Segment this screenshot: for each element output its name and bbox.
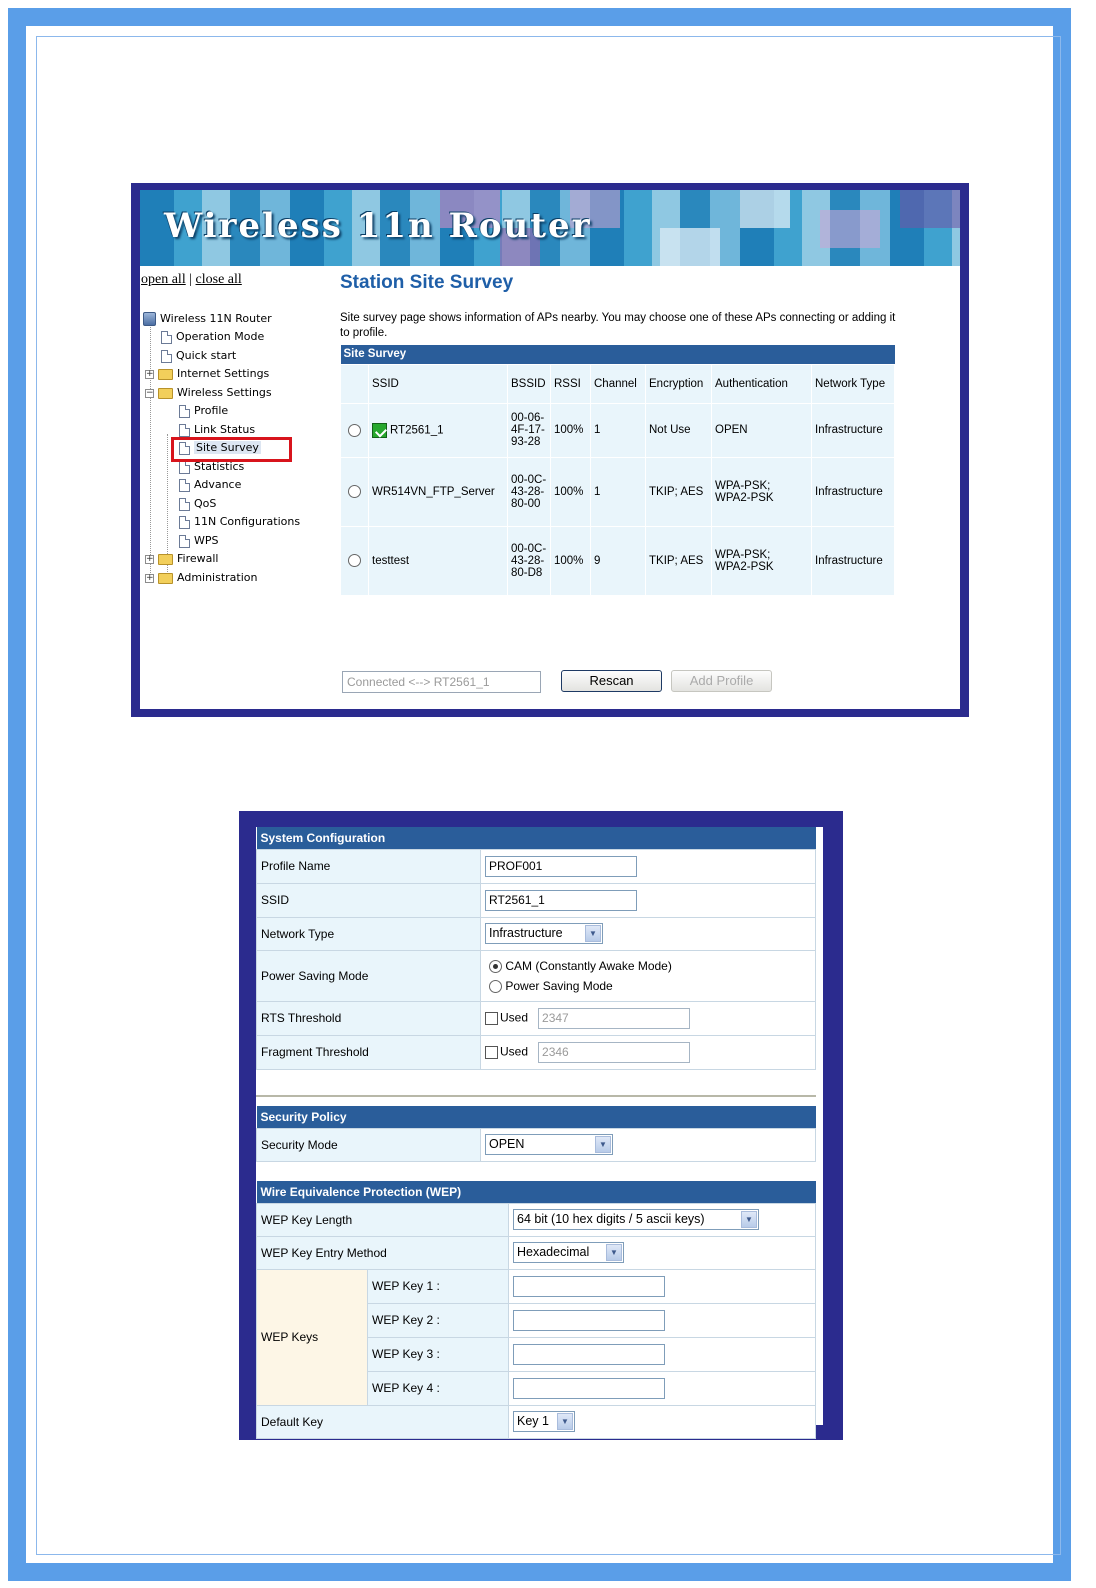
navigation-panel [140, 266, 330, 706]
column-header-bssid: BSSID [508, 364, 551, 403]
default-key-label: Default Key [257, 1405, 509, 1438]
wep-table [256, 1181, 816, 1439]
chevron-down-icon: ▼ [595, 1136, 611, 1153]
column-header-encryption: Encryption [646, 364, 712, 403]
folder-open-icon [158, 388, 173, 399]
select-ap-radio[interactable] [348, 424, 361, 437]
expand-plus-icon[interactable]: + [146, 572, 154, 583]
wep-key-entry-method-select[interactable]: Hexadecimal ▼ [513, 1242, 624, 1263]
site-survey-table [340, 345, 895, 596]
wep-keys-label: WEP Keys [257, 1269, 368, 1405]
table-row[interactable]: testtest 00-0C-43-28-80-D8 100% 9 TKIP; AES WPA-PSK; WPA2-PSK Infrastructure [341, 526, 895, 595]
tree-item-profile[interactable]: Profile [179, 402, 228, 420]
system-configuration-caption: System Configuration [257, 827, 816, 849]
security-mode-label: Security Mode [257, 1128, 481, 1161]
page-icon [179, 535, 190, 548]
expand-plus-icon[interactable]: + [146, 368, 154, 379]
page-icon [179, 424, 190, 437]
power-saving-mode-label: Power Saving Mode [257, 950, 481, 1001]
rescan-button[interactable]: Rescan [561, 670, 662, 692]
system-configuration-table: System Configuration Profile Name PROF001 SSID RT2561_1 Network Type Infrastructure ▼ Power Saving Mode CAM (Constantly Awake Mode) Power Saving Mode RTS Threshold Used 2347 Fragment Threshold Used 2346 [256, 827, 816, 1070]
close-all-link[interactable]: close all [195, 272, 242, 287]
connection-status-field: Connected <--> RT2561_1 [342, 671, 541, 693]
wep-caption: Wire Equivalence Protection (WEP) [257, 1181, 816, 1203]
site-survey-screenshot [131, 183, 969, 717]
page-icon [179, 479, 190, 492]
power-option-cam[interactable]: CAM (Constantly Awake Mode) [489, 956, 811, 976]
tree-item-internet-settings[interactable]: + Internet Settings [146, 367, 270, 380]
rts-used-checkbox[interactable] [485, 1012, 498, 1025]
expand-plus-icon[interactable]: + [146, 553, 154, 564]
wep-key-1-input[interactable] [513, 1276, 665, 1297]
table-header-row [341, 364, 895, 403]
collapse-minus-icon[interactable]: − [146, 387, 154, 398]
chevron-down-icon: ▼ [741, 1211, 757, 1228]
column-header-channel: Channel [591, 364, 646, 403]
profile-name-input[interactable]: PROF001 [485, 856, 637, 877]
tree-item-root[interactable]: Wireless 11N Router [143, 310, 272, 328]
tree-item-advance[interactable]: Advance [179, 476, 241, 494]
wep-key-length-select[interactable]: 64 bit (10 hex digits / 5 ascii keys) ▼ [513, 1209, 759, 1230]
column-header-network-type: Network Type [812, 364, 895, 403]
add-profile-button[interactable]: Add Profile [671, 670, 772, 692]
nav-link-separator: | [189, 272, 193, 287]
tree-item-operation-mode[interactable]: Operation Mode [161, 328, 264, 346]
power-option-psm[interactable]: Power Saving Mode [489, 976, 811, 996]
table-row[interactable]: RT2561_1 00-06-4F-17-93-28 100% 1 Not Use OPEN Infrastructure [341, 403, 895, 457]
page-icon [179, 461, 190, 474]
default-key-select[interactable]: Key 1 ▼ [513, 1411, 575, 1432]
page-icon [179, 498, 190, 511]
column-header-rssi: RSSI [551, 364, 591, 403]
network-type-label: Network Type [257, 917, 481, 950]
wep-key-4-label: WEP Key 4 : [368, 1371, 509, 1405]
cam-radio[interactable] [489, 960, 502, 973]
rts-threshold-input[interactable]: 2347 [538, 1008, 690, 1029]
column-header-authentication: Authentication [712, 364, 812, 403]
page-title: Station Site Survey [340, 272, 514, 293]
router-banner [140, 190, 960, 266]
wep-key-3-input[interactable] [513, 1344, 665, 1365]
select-ap-radio[interactable] [348, 485, 361, 498]
banner-title: Wireless 11n Router [164, 206, 592, 246]
tree-item-firewall[interactable]: + Firewall [146, 552, 219, 565]
nav-expand-links [141, 272, 242, 288]
wep-key-entry-method-label: WEP Key Entry Method [257, 1236, 509, 1269]
section-divider [256, 1095, 816, 1097]
page-description: Site survey page shows information of APs nearby. You may choose one of these APs connecting or adding it to profile. [340, 312, 896, 339]
table-caption: Site Survey [341, 345, 895, 364]
security-mode-select[interactable]: OPEN ▼ [485, 1134, 613, 1155]
security-policy-caption: Security Policy [257, 1106, 816, 1128]
wep-key-2-input[interactable] [513, 1310, 665, 1331]
chevron-down-icon: ▼ [606, 1244, 622, 1261]
tree-item-site-survey[interactable]: Site Survey [179, 439, 261, 457]
fragment-used-checkbox[interactable] [485, 1046, 498, 1059]
folder-icon [158, 369, 173, 380]
table-row[interactable]: WR514VN_FTP_Server 00-0C-43-28-80-00 100% 1 TKIP; AES WPA-PSK; WPA2-PSK Infrastructure [341, 457, 895, 526]
profile-name-label: Profile Name [257, 849, 481, 883]
chevron-down-icon: ▼ [557, 1413, 573, 1430]
wep-key-1-label: WEP Key 1 : [368, 1269, 509, 1303]
tree-item-qos[interactable]: QoS [179, 495, 216, 513]
open-all-link[interactable]: open all [141, 272, 186, 287]
wep-key-length-label: WEP Key Length [257, 1203, 509, 1236]
fragment-threshold-label: Fragment Threshold [257, 1035, 481, 1069]
psm-radio[interactable] [489, 980, 502, 993]
tree-item-wps[interactable]: WPS [179, 532, 219, 550]
wep-key-2-label: WEP Key 2 : [368, 1303, 509, 1337]
site-survey-actions [340, 668, 900, 694]
ssid-label: SSID [257, 883, 481, 917]
wep-key-3-label: WEP Key 3 : [368, 1337, 509, 1371]
page-icon [161, 350, 172, 363]
folder-icon [158, 573, 173, 584]
tree-item-administration[interactable]: + Administration [146, 571, 258, 584]
site-survey-highlight-box [171, 437, 292, 462]
ssid-input[interactable]: RT2561_1 [485, 890, 637, 911]
router-icon [143, 312, 156, 326]
network-type-select[interactable]: Infrastructure ▼ [485, 923, 603, 944]
chevron-down-icon: ▼ [585, 925, 601, 942]
fragment-threshold-input[interactable]: 2346 [538, 1042, 690, 1063]
tree-item-11n-configurations[interactable]: 11N Configurations [179, 513, 300, 531]
wep-key-4-input[interactable] [513, 1378, 665, 1399]
select-ap-radio[interactable] [348, 554, 361, 567]
tree-item-statistics[interactable]: Statistics [179, 458, 244, 476]
tree-item-quick-start[interactable]: Quick start [161, 347, 236, 365]
column-header-ssid: SSID [369, 364, 508, 403]
rts-threshold-label: RTS Threshold [257, 1001, 481, 1035]
connected-ap-icon [372, 423, 387, 438]
page-icon [179, 405, 190, 418]
security-policy-table [256, 1106, 816, 1162]
folder-icon [158, 554, 173, 565]
page-icon [179, 516, 190, 529]
profile-config-screenshot [239, 811, 843, 1440]
tree-item-wireless-settings[interactable]: − Wireless Settings [146, 386, 272, 399]
page-icon [161, 331, 172, 344]
tree-item-link-status[interactable]: Link Status [179, 421, 255, 439]
